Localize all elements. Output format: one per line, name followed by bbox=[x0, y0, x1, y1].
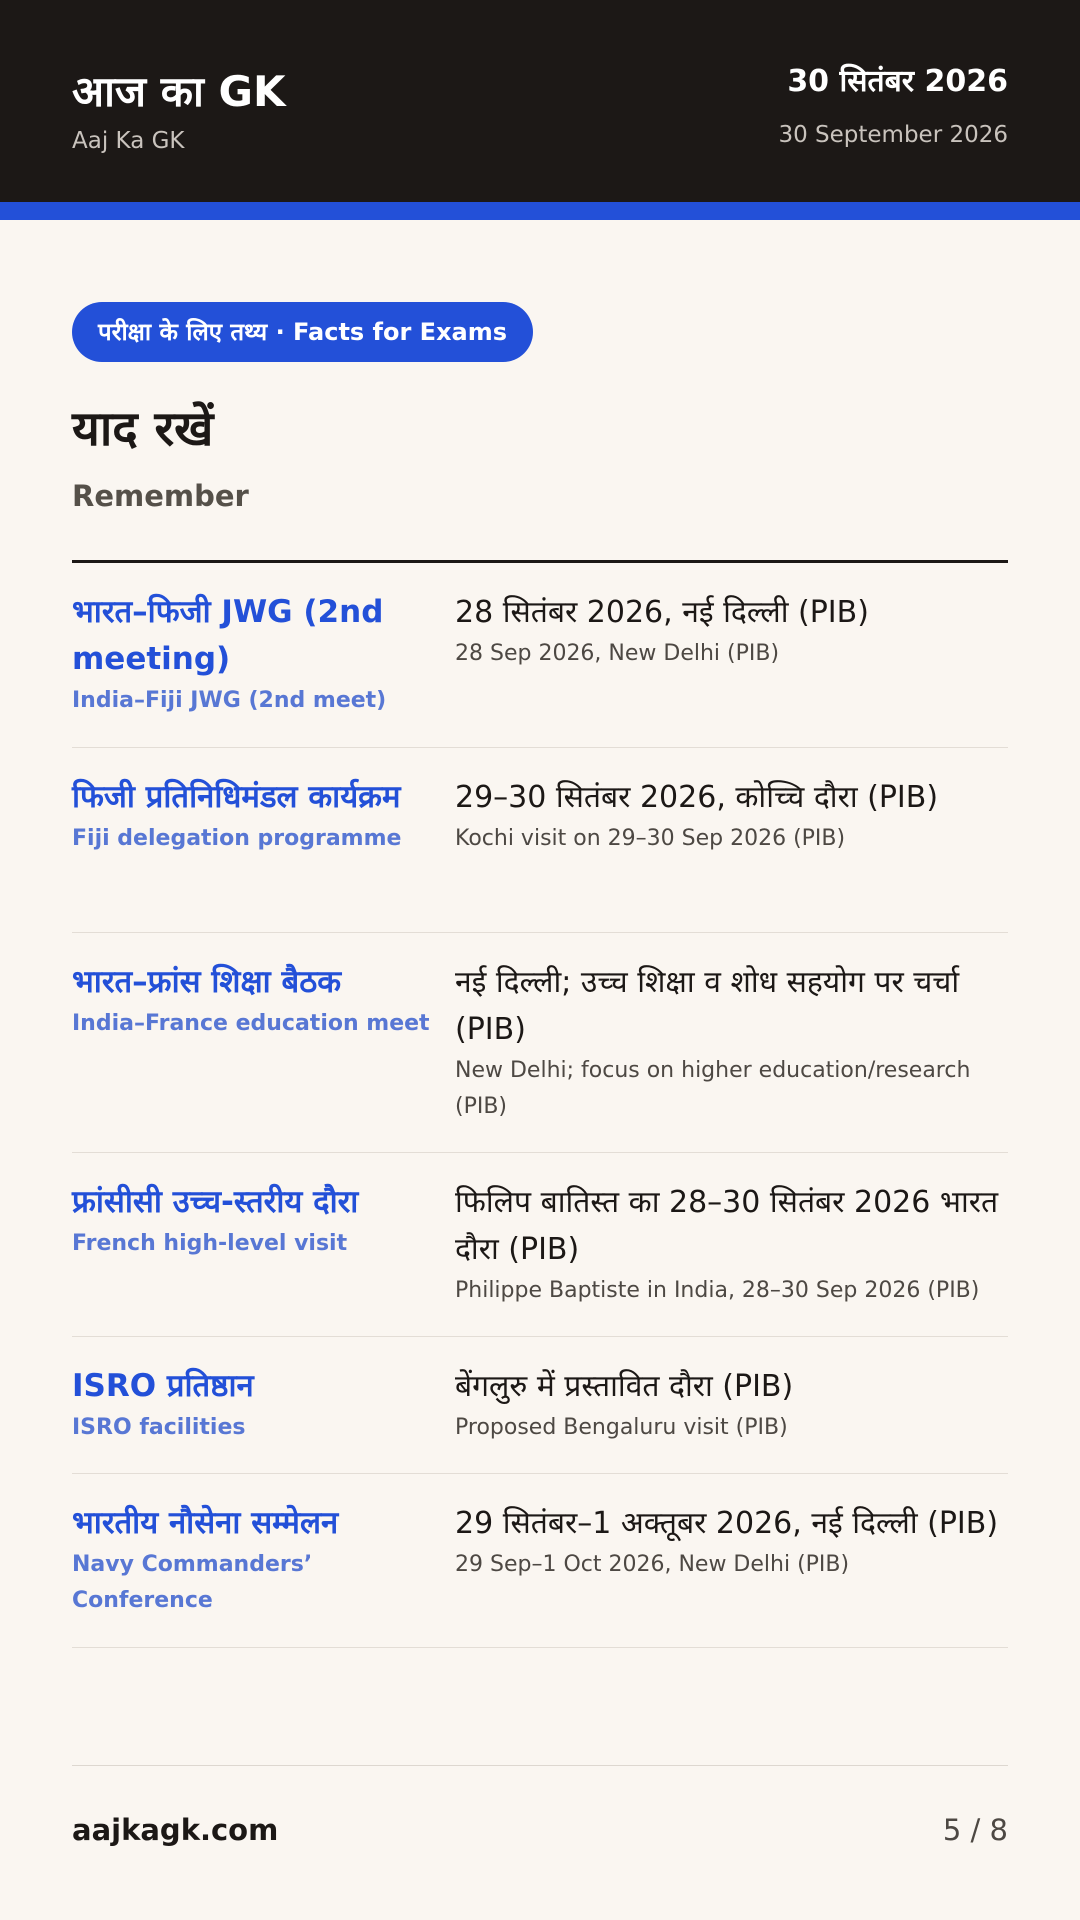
app-subtitle: Aaj Ka GK bbox=[72, 128, 185, 154]
row-fact: नई दिल्ली; उच्च शिक्षा व शोध सहयोग पर चर्चा (PIB) bbox=[455, 965, 960, 1047]
header-bar bbox=[0, 0, 1080, 202]
row-term-en: India–Fiji JWG (2nd meet) bbox=[72, 688, 387, 713]
row-fact-en: Proposed Bengaluru visit (PIB) bbox=[455, 1415, 788, 1440]
row-fact: 29–30 सितंबर 2026, कोच्चि दौरा (PIB) bbox=[455, 780, 939, 815]
row-fact: बेंगलुरु में प्रस्तावित दौरा (PIB) bbox=[455, 1369, 794, 1404]
table-row bbox=[72, 1337, 1008, 1474]
date-hindi: 30 सितंबर 2026 bbox=[787, 64, 1008, 99]
row-term-en: ISRO facilities bbox=[72, 1415, 246, 1440]
table-row bbox=[72, 563, 1008, 748]
row-fact: 28 सितंबर 2026, नई दिल्ली (PIB) bbox=[455, 595, 869, 630]
date-english: 30 September 2026 bbox=[778, 122, 1008, 148]
site-brand[interactable]: aajkagk.com bbox=[72, 1813, 279, 1847]
row-term: ISRO प्रतिष्ठान bbox=[72, 1368, 254, 1404]
row-fact: फिलिप बातिस्त का 28–30 सितंबर 2026 भारत दौरा (PIB) bbox=[455, 1185, 999, 1267]
row-term-en: Fiji delegation programme bbox=[72, 826, 402, 851]
table-row bbox=[72, 748, 1008, 933]
row-term: फ्रांसीसी उच्च-स्तरीय दौरा bbox=[72, 1184, 359, 1220]
row-term: फिजी प्रतिनिधिमंडल कार्यक्रम bbox=[72, 779, 401, 815]
row-term-en: Navy Commanders’ Conference bbox=[72, 1552, 313, 1613]
page-indicator: 5 / 8 bbox=[942, 1813, 1008, 1847]
row-fact-en: Philippe Baptiste in India, 28–30 Sep 2026 (PIB) bbox=[455, 1278, 980, 1303]
row-term-en: French high-level visit bbox=[72, 1231, 348, 1256]
row-fact-en: Kochi visit on 29–30 Sep 2026 (PIB) bbox=[455, 826, 846, 851]
row-term: भारत–फिजी JWG (2nd meeting) bbox=[72, 594, 384, 677]
footer-divider bbox=[72, 1765, 1008, 1766]
app-title: आज का GK bbox=[72, 67, 286, 116]
accent-divider bbox=[0, 202, 1080, 220]
section-subheading: Remember bbox=[72, 479, 249, 513]
row-term-en: India–France education meet bbox=[72, 1011, 430, 1036]
row-fact-en: New Delhi; focus on higher education/research (PIB) bbox=[455, 1058, 971, 1119]
row-fact-en: 29 Sep–1 Oct 2026, New Delhi (PIB) bbox=[455, 1552, 850, 1577]
row-fact: 29 सितंबर–1 अक्तूबर 2026, नई दिल्ली (PIB) bbox=[455, 1506, 999, 1541]
row-term: भारतीय नौसेना सम्मेलन bbox=[72, 1505, 339, 1541]
section-heading: याद रखें bbox=[72, 401, 214, 457]
facts-table bbox=[72, 563, 1008, 1648]
category-badge: परीक्षा के लिए तथ्य · Facts for Exams bbox=[72, 302, 533, 362]
row-fact-en: 28 Sep 2026, New Delhi (PIB) bbox=[455, 641, 780, 666]
table-row bbox=[72, 1153, 1008, 1337]
table-row bbox=[72, 933, 1008, 1153]
row-term: भारत–फ्रांस शिक्षा बैठक bbox=[72, 964, 342, 1000]
table-row bbox=[72, 1474, 1008, 1648]
